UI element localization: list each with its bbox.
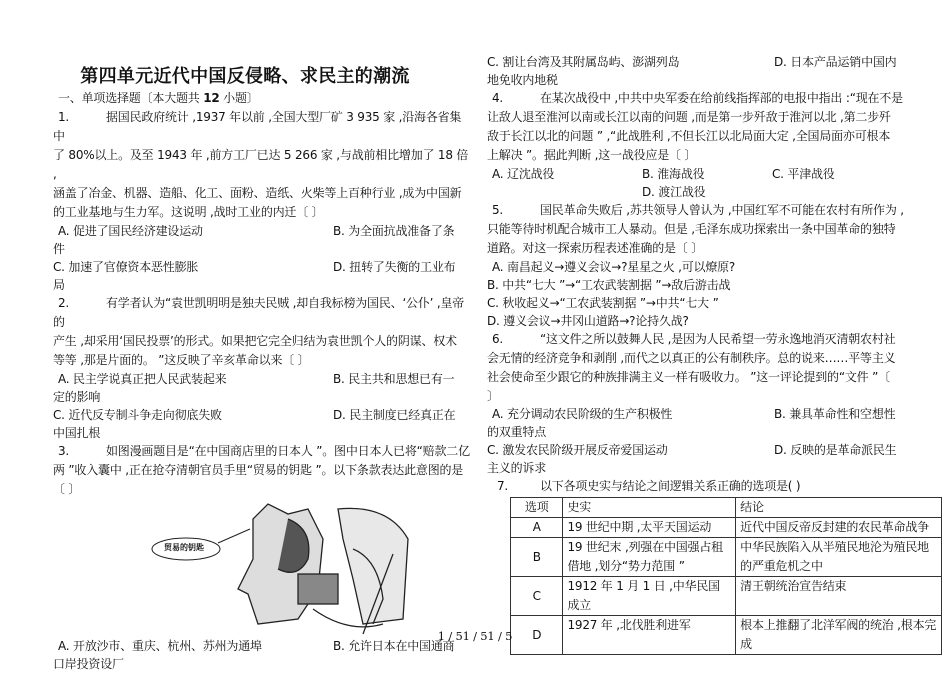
option-row — [53, 370, 473, 388]
option-b[interactable]: B. 民主共和思想已有一 — [333, 372, 455, 386]
question-number: 3. — [58, 444, 70, 458]
option-a[interactable]: A. 充分调动农民阶级的生产积极性 — [492, 407, 673, 421]
question-number: 5. — [492, 203, 504, 217]
question-text: 让敌人退至淮河以南或长江以南的问题 ,而是第一步歼敌于淮河以北 ,第二步歼 — [487, 110, 891, 124]
question-text: 〔 〕 — [53, 482, 81, 496]
option-b[interactable]: B. 淮海战役 — [642, 167, 705, 181]
cartoon-image — [53, 499, 473, 637]
question-text: 在某次战役中 ,中共中央军委在给前线指挥部的电报中指出 :“现在不是 — [540, 91, 903, 105]
row-fact: 1912 年 1 月 1 日 ,中华民国成立 — [563, 577, 736, 616]
row-conclusion: 中华民族陷入从半殖民地沦为殖民地的严重危机之中 — [736, 538, 942, 577]
option-d[interactable]: D. 日本产品运销中国内 — [774, 55, 897, 69]
row-option: B — [511, 538, 563, 577]
option-d[interactable]: D. 反映的是革命派民生 — [774, 443, 897, 457]
header-option: 选项 — [511, 498, 563, 518]
option-b-cont: 口岸投资设厂 — [53, 657, 124, 671]
option-d[interactable]: D. 渡江战役 — [642, 185, 706, 199]
question-text: 两 ”收入囊中 ,正在抢夺清朝官员手里“贸易的钥匙 ”。以下条款表达此意图的是 — [53, 463, 464, 477]
question-number: 4. — [492, 91, 504, 105]
table-row — [511, 577, 942, 616]
option-b[interactable]: B. 为全面抗战准备了条 — [333, 224, 455, 238]
question-7-line — [487, 477, 942, 496]
option-a[interactable]: A. 辽沈战役 — [492, 167, 555, 181]
option-d-cont: 地免收内地税 — [487, 73, 558, 87]
option-b[interactable]: B. 兼具革命性和空想性 — [774, 407, 896, 421]
question-text: 据国民政府统计 ,1937 年以前 ,全国大型厂矿 3 935 家 ,沿海各省集中 — [53, 110, 462, 143]
option-row — [487, 53, 942, 71]
option-b[interactable]: B. 中共“七大 ”→“工农武装割据 ”→敌后游击战 — [487, 278, 731, 292]
section-suffix: 小题〕 — [219, 91, 259, 105]
row-conclusion: 近代中国反帝反封建的农民革命战争 — [736, 518, 942, 538]
question-number: 2. — [58, 296, 70, 310]
question-text: 道路。对这一探索历程表述准确的是〔 〕 — [487, 241, 704, 255]
row-fact: 1927 年 ,北伐胜利进军 — [563, 616, 736, 655]
header-fact: 史实 — [563, 498, 736, 518]
question-5-line — [487, 201, 942, 220]
option-b[interactable]: B. 允许日本在中国通商 — [333, 639, 455, 653]
question-3-line — [53, 442, 473, 461]
question-text: 等等 ,那是片面的。 ”这反映了辛亥革命以来〔 〕 — [53, 353, 310, 367]
row-option: D — [511, 616, 563, 655]
question-text: “这文件之所以鼓舞人民 ,是因为人民希望一劳永逸地消灭清朝农村社 — [540, 332, 896, 346]
question-text: 了 80%以上。及至 1943 年 ,前方工厂已达 5 266 家 ,与战前相比增加了 18 倍 , — [53, 148, 469, 181]
row-fact: 19 世纪中期 ,太平天国运动 — [563, 518, 736, 538]
option-d-cont: 主义的诉求 — [487, 461, 547, 475]
question-number: 7. — [497, 479, 509, 493]
question-text: 的工业基地与生力军。这说明 ,战时工业的内迁〔 〕 — [53, 205, 324, 219]
question-text: 会无情的经济竞争和剥削 ,而代之以真正的公有制秩序。总的说来……平等主义 — [487, 351, 896, 365]
question-number: 6. — [492, 332, 504, 346]
question-text: 上解决 ”。据此判断 ,这一战役应是〔 〕 — [487, 148, 697, 162]
option-row — [53, 406, 473, 424]
cartoon-drawing — [138, 499, 438, 637]
row-conclusion: 根本上推翻了北洋军阀的统治 ,根本完成 — [736, 616, 942, 655]
question-text: 社会使命至少跟它的种族排满主义一样有吸收力。 ”这一评论提到的“文件 ”〔 — [487, 370, 890, 384]
section-heading — [53, 89, 473, 108]
option-a[interactable]: A. 南昌起义→遵义会议→?星星之火 ,可以燎原? — [492, 260, 736, 274]
question-text: 以下各项史实与结论之间逻辑关系正确的选项是( ) — [540, 479, 801, 493]
row-fact: 19 世纪末 ,列强在中国强占租借地 ,划分“势力范围 ” — [563, 538, 736, 577]
row-option: A — [511, 518, 563, 538]
page-number: 1 / 51 / 51 / 5 — [437, 629, 513, 643]
table-row — [511, 538, 942, 577]
row-option: C — [511, 577, 563, 616]
option-a[interactable]: A. 民主学说真正把人民武装起来 — [58, 372, 227, 386]
question-text: 涵盖了冶金、机器、造船、化工、面粉、造纸、火柴等上百种行业 ,成为中国新 — [53, 186, 462, 200]
page-title: 第四单元近代中国反侵略、求民主的潮流 — [80, 66, 410, 87]
table-header-row — [511, 498, 942, 518]
option-d[interactable]: D. 遵义会议→井冈山道路→?论持久战? — [487, 314, 689, 328]
question-text: 只能等待时机配合城市工人暴动。但是 ,毛泽东成功探索出一条中国革命的独特 — [487, 222, 896, 236]
option-row — [53, 258, 473, 276]
option-row — [487, 165, 942, 183]
question-6-line — [487, 330, 942, 349]
option-b-cont: 定的影响 — [53, 390, 101, 404]
question-2-line — [53, 294, 473, 332]
option-b-cont: 件 — [53, 242, 65, 256]
speech-bubble-text: 贸易的钥匙 — [164, 543, 204, 552]
question-count: 12 — [203, 91, 220, 105]
question-text: 〕 — [487, 389, 499, 403]
question-4-line — [487, 89, 942, 108]
option-row — [487, 405, 942, 423]
option-d-cont: 中国扎根 — [53, 426, 101, 440]
header-conclusion: 结论 — [736, 498, 942, 518]
option-c[interactable]: C. 割让台湾及其附属岛屿、澎湖列岛 — [487, 55, 680, 69]
option-d-cont: 局 — [53, 278, 65, 292]
option-b-cont: 的双重特点 — [487, 425, 547, 439]
option-d[interactable]: D. 扭转了失衡的工业布 — [333, 260, 456, 274]
option-c[interactable]: C. 近代反专制斗争走向彻底失败 — [53, 408, 222, 422]
option-c[interactable]: C. 激发农民阶级开展反帝爱国运动 — [487, 443, 668, 457]
question-text: 敌于长江以北的问题 ” ,“此战胜利 ,不但长江以北局面大定 ,全国局面亦可根本 — [487, 129, 891, 143]
option-c[interactable]: C. 加速了官僚资本恶性膨胀 — [53, 260, 199, 274]
option-row — [487, 183, 942, 201]
question-1-line — [53, 108, 473, 146]
option-d[interactable]: D. 民主制度已经真正在 — [333, 408, 456, 422]
question-text: 如图漫画题目是“在中国商店里的日本人 ”。图中日本人已将“赔款二亿 — [106, 444, 470, 458]
question-text: 国民革命失败后 ,苏共领导人曾认为 ,中国红军不可能在农村有所作为 , — [540, 203, 904, 217]
section-prefix: 一、单项选择题〔本大题共 — [58, 91, 204, 105]
option-row — [53, 222, 473, 240]
table-row — [511, 518, 942, 538]
question-text: 产生 ,却采用‘国民投票’的形式。如果把它完全归结为袁世凯个人的阴谋、权术 — [53, 334, 457, 348]
question-text: 有学者认为“袁世凯明明是独夫民贼 ,却自我标榜为国民、‘公仆’ ,皇帝的 — [53, 296, 465, 329]
question-number: 1. — [58, 110, 70, 124]
option-c[interactable]: C. 秋收起义→“工农武装割据 ”→中共“七大 ” — [487, 296, 719, 310]
option-a[interactable]: A. 开放沙市、重庆、杭州、苏州为通埠 — [58, 639, 262, 653]
option-c[interactable]: C. 平津战役 — [772, 167, 835, 181]
option-row — [487, 441, 942, 459]
option-a[interactable]: A. 促进了国民经济建设运动 — [58, 224, 203, 238]
row-conclusion: 清王朝统治宣告结束 — [736, 577, 942, 616]
